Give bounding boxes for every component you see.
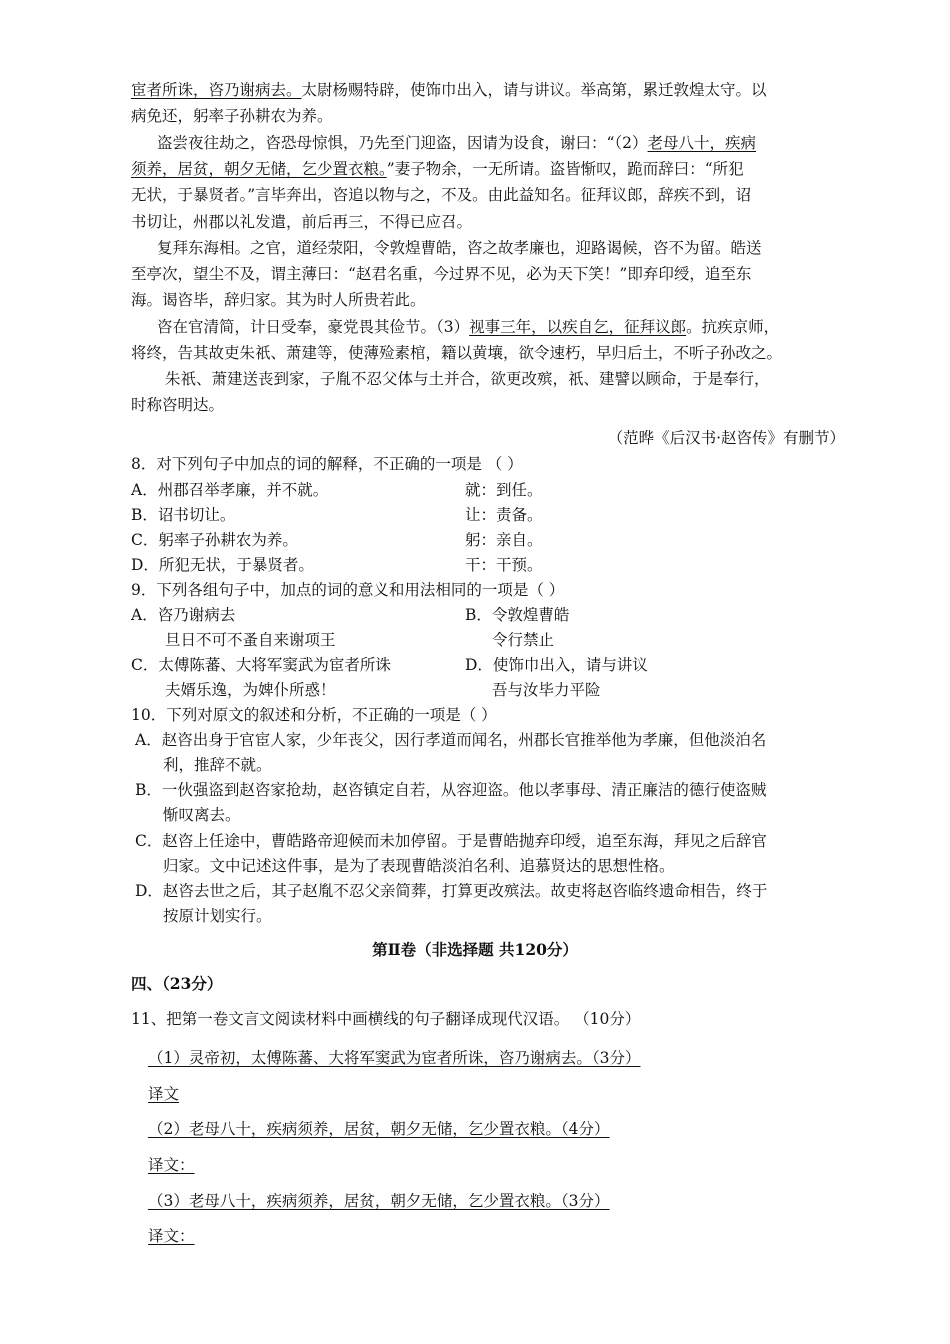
q10-option-b: B．一伙强盗到赵咨家抢劫，赵咨镇定自若，从容迎盗。他以孝事母、清正廉洁的德行使盗贼 xyxy=(135,781,767,799)
passage-line-8: 至亭次，望尘不及，谓主薄曰：“赵君名重，今过界不见，必为天下笑！”即弃印绶，追至东 xyxy=(131,265,752,283)
q9-option-b: B．令敦煌曹皓 xyxy=(465,606,570,624)
section-2-title: 第Ⅱ卷（非选择题 共120分） xyxy=(372,940,578,959)
passage-line-3: 盗尝夜往劫之，咨恐母惊惧，乃先至门迎盗，因请为设食，谢曰：“（2）老母八十，疾病 xyxy=(157,134,757,152)
passage-line-2: 病免还，躬率子孙耕农为养。 xyxy=(131,107,333,125)
q8-option-a-explain: 就：到任。 xyxy=(465,481,543,499)
q8-option-a: A．州郡召举孝廉，并不就。 xyxy=(131,481,329,499)
q9-option-b-2: 令行禁止 xyxy=(492,631,555,649)
q10-option-b-2: 惭叹离去。 xyxy=(163,806,241,824)
passage-line-13: 时称咨明达。 xyxy=(131,396,225,414)
q8-option-b: B．诏书切让。 xyxy=(131,506,236,524)
q11-sentence-2: （2）老母八十，疾病须养，居贫，朝夕无储，乞少置衣粮。（4分） xyxy=(148,1120,610,1138)
passage-line-9: 海。谒咨毕，辞归家。其为时人所贵若此。 xyxy=(131,291,426,309)
part-four-heading: 四、（23分） xyxy=(131,974,223,993)
q9-stem: 9．下列各组句子中，加点的词的意义和用法相同的一项是（ ） xyxy=(131,581,565,599)
q9-option-a-2: 旦日不可不蚤自来谢项王 xyxy=(165,631,336,649)
q11-translation-label-2: 译文： xyxy=(148,1156,195,1174)
q8-stem: 8．对下列句子中加点的词的解释，不正确的一项是 （ ） xyxy=(131,455,523,473)
passage-line-12: 朱祇、萧建送丧到家，子胤不忍父体与土并合，欲更改殡，祇、建譬以顾命，于是奉行， xyxy=(165,370,770,388)
q10-option-a: A．赵咨出身于官宦人家，少年丧父，因行孝道而闻名，州郡长官推举他为孝廉，但他淡泊名 xyxy=(135,731,767,749)
q11-translation-label-1: 译文 xyxy=(148,1085,180,1103)
q9-option-c: C．太傅陈蕃、大将军窦武为宦者所诛 xyxy=(131,656,391,674)
q10-option-d-2: 按原计划实行。 xyxy=(163,907,272,925)
passage-line-4: 须养，居贫，朝夕无储，乞少置衣粮。”妻子物余，一无所请。盗皆惭叹，跪而辞曰：“所犯 xyxy=(131,160,744,178)
q11-translation-label-3: 译文： xyxy=(148,1227,195,1245)
q10-option-c: C．赵咨上任途中，曹皓路帝迎候而未加停留。于是曹皓抛弃印绶，追至东海，拜见之后辞官 xyxy=(135,832,767,850)
q11-sentence-3: （3）老母八十，疾病须养，居贫，朝夕无储，乞少置衣粮。（3分） xyxy=(148,1192,610,1210)
passage-line-1: 宦者所诛，咨乃谢病去。太尉杨赐特辟，使饰巾出入，请与讲议。举高第，累迁敦煌太守。以 xyxy=(131,81,767,99)
q9-option-a: A．咨乃谢病去 xyxy=(131,606,236,624)
q8-option-b-explain: 让：责备。 xyxy=(465,506,543,524)
q10-option-d: D．赵咨去世之后，其子赵胤不忍父亲简葬，打算更改殡法。故吏将赵咨临终遗命相告，终于 xyxy=(135,882,768,900)
passage-line-10: 咨在官清简，计日受奉，豪党畏其俭节。（3）视事三年，以疾自乞，征拜议郎。抗疾京师， xyxy=(157,318,780,336)
underlined-sentence: 须养，居贫，朝夕无储，乞少置衣粮。 xyxy=(131,160,387,178)
q11-sentence-1: （1）灵帝初，太傅陈蕃、大将军窦武为宦者所诛，咨乃谢病去。（3分） xyxy=(148,1049,641,1067)
q8-option-c: C．躬率子孙耕农为养。 xyxy=(131,531,298,549)
underlined-sentence: 老母八十，疾病 xyxy=(647,134,757,152)
q10-option-a-2: 利，推辞不就。 xyxy=(163,756,272,774)
q8-option-c-explain: 躬：亲自。 xyxy=(465,531,543,549)
q11-stem: 11、把第一卷文言文阅读材料中画横线的句子翻译成现代汉语。 （10分） xyxy=(131,1010,641,1028)
passage-line-7: 复拜东海相。之官，道经荥阳，令敦煌曹皓，咨之故孝廉也，迎路谒候，咨不为留。皓送 xyxy=(157,239,762,257)
q9-option-d-2: 吾与汝毕力平险 xyxy=(492,681,601,699)
passage-line-5: 无状，于暴贤者。”言毕奔出，咨追以物与之，不及。由此益知名。征拜议郎，辞疾不到，诏 xyxy=(131,186,752,204)
q8-option-d: D．所犯无状，于暴贤者。 xyxy=(131,556,314,574)
q10-option-c-2: 归家。文中记述这件事，是为了表现曹皓淡泊名利、追慕贤达的思想性格。 xyxy=(163,857,675,875)
q9-option-c-2: 夫婿乐逸，为婢仆所惑！ xyxy=(165,681,336,699)
q10-stem: 10．下列对原文的叙述和分析，不正确的一项是（ ） xyxy=(131,706,497,724)
passage-line-11: 将终，告其故吏朱祇、萧建等，使薄殓素棺，籍以黄壤，欲令速朽，早归后土，不听子孙改之。 xyxy=(131,344,783,362)
q9-option-d: D．使饰巾出入，请与讲议 xyxy=(465,656,648,674)
underlined-sentence: 宦者所诛，咨乃谢病去。 xyxy=(131,81,302,99)
underlined-sentence: 视事三年，以疾自乞，征拜议郎 xyxy=(469,318,687,336)
q8-option-d-explain: 干：干预。 xyxy=(465,556,543,574)
passage-source: （范晔《后汉书·赵咨传》有删节） xyxy=(607,429,845,447)
passage-line-6: 书切让，州郡以礼发遣，前后再三，不得已应召。 xyxy=(131,213,473,231)
